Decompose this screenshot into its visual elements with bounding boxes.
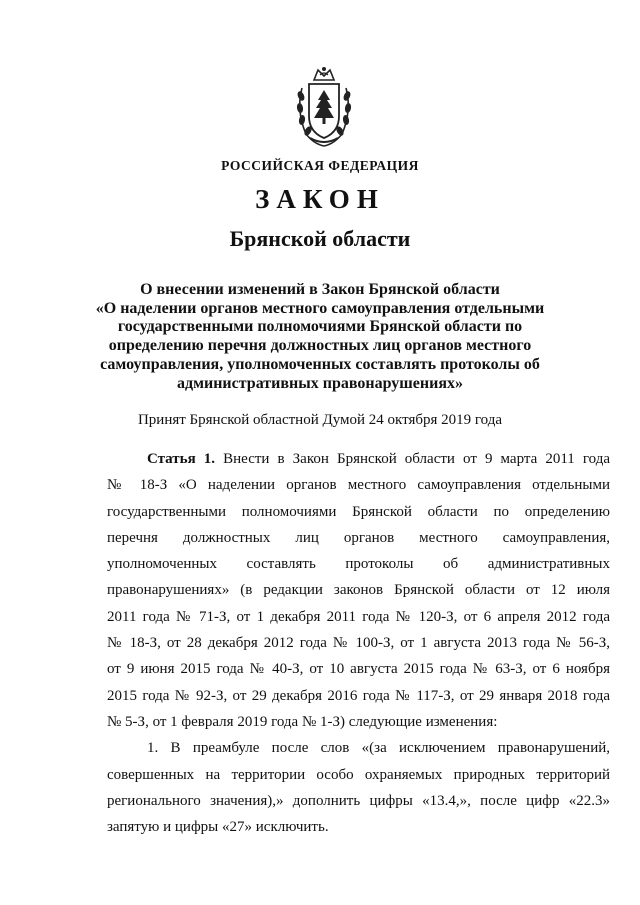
- article-line: 2015 года № 92-З, от 29 декабря 2016 года № 117-З, от 29 января 2018 года: [107, 687, 610, 704]
- article-first-line: [107, 446, 610, 472]
- article-line: № 18-З «О наделении органов местного самоуправления отдельными: [107, 477, 610, 494]
- subject-line: административных правонарушениях»: [177, 374, 463, 392]
- item-line: совершенных на территории особо охраняемых природных территорий: [107, 766, 610, 783]
- adoption-note: Принят Брянской областной Думой 24 октября 2019 года: [137, 412, 503, 428]
- law-body: [107, 446, 610, 840]
- item-last-line: запятую и цифры «27» исключить.: [107, 819, 329, 836]
- article-line: уполномоченных составлять протоколы об административных: [107, 556, 610, 573]
- article-line: перечня должностных лиц органов местного самоуправления,: [107, 529, 610, 546]
- article-line: от 9 июня 2015 года № 40-З, от 10 августа 2015 года № 63-З, от 6 ноября: [107, 661, 610, 678]
- subject-line: государственными полномочиями Брянской области по: [117, 318, 523, 336]
- article-last-line: № 5-З, от 1 февраля 2019 года № 1-З) следующие изменения:: [107, 713, 498, 730]
- article-line: 2011 года № 71-З, от 1 декабря 2011 года № 120-З, от 6 апреля 2012 года: [107, 608, 610, 625]
- article-line: № 18-З, от 28 декабря 2012 года № 100-З, от 1 августа 2013 года № 56-З,: [107, 635, 610, 652]
- document-type-title: ЗАКОН: [255, 184, 385, 214]
- coat-of-arms-icon: [292, 66, 356, 148]
- region-title: Брянской области: [229, 226, 411, 251]
- article-label: Статья 1.: [147, 451, 216, 467]
- federation-heading: РОССИЙСКАЯ ФЕДЕРАЦИЯ: [221, 158, 419, 173]
- subject-line: «О наделении органов местного самоуправления отдельными: [95, 299, 545, 317]
- item-first-line: 1. В преамбуле после слов «(за исключением правонарушений,: [147, 740, 610, 757]
- item-line: регионального значения),» дополнить цифры «13.4,», после цифр «22.3»: [107, 792, 610, 809]
- article-line: государственными полномочиями Брянской области по определению: [107, 503, 610, 520]
- article-text: Внести в Закон Брянской области от 9 марта 2011 года: [223, 451, 611, 467]
- subject-line: О внесении изменений в Закон Брянской области: [140, 281, 500, 298]
- law-subject: [0, 281, 640, 393]
- article-line: правонарушениях» (в редакции законов Брянской области от 12 июля: [107, 582, 610, 599]
- subject-line: определению перечня должностных лиц органов местного: [108, 337, 532, 355]
- subject-line: самоуправления, уполномоченных составлять протоколы об: [100, 355, 540, 373]
